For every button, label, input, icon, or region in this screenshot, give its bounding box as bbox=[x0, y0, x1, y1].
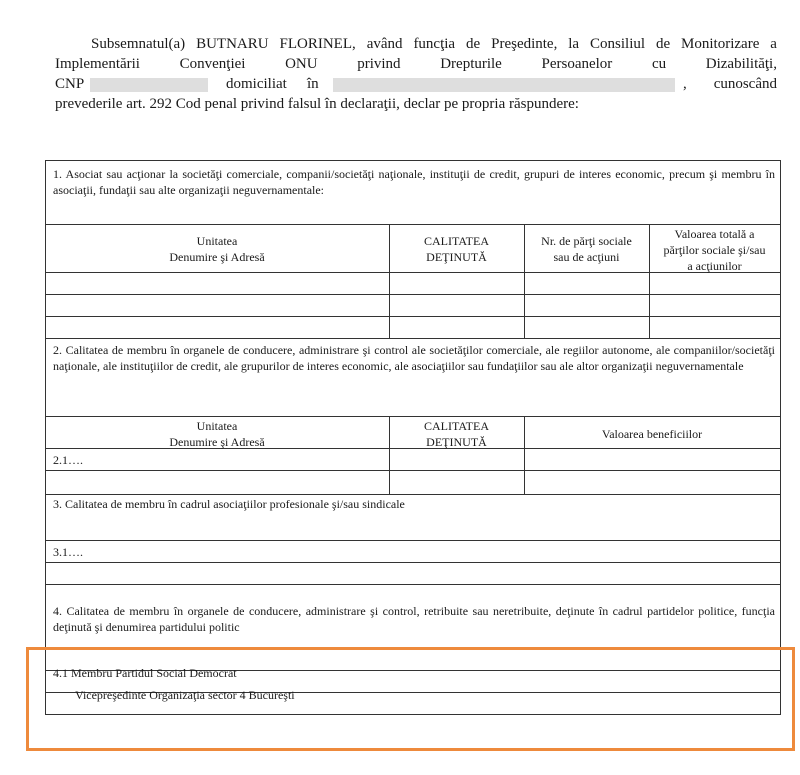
col-header-valoare-totala: Valoarea totală a părţilor sociale şi/sau a acţiunilor bbox=[663, 227, 766, 273]
statement-line-1: Subsemnatul(a) BUTNARU FLORINEL, având funcţia de Preşedinte, la Consiliul de Monitorizare a bbox=[91, 36, 777, 52]
col-header-unitatea: Unitatea Denumire şi Adresă bbox=[169, 419, 265, 449]
row-divider bbox=[45, 584, 781, 585]
col-header-calitatea: CALITATEA DEŢINUTĂ bbox=[423, 419, 490, 449]
col-header-valoare-beneficii: Valoarea beneficiilor bbox=[601, 427, 703, 441]
section-3-heading: 3. Calitatea de membru în cadrul asociaţiilor profesionale şi/sau sindicale bbox=[53, 497, 405, 511]
row-divider bbox=[45, 562, 781, 563]
section-3-row-1: 3.1…. bbox=[53, 545, 83, 559]
section-4-row-2: Vicepreşedinte Organizaţia sector 4 Bucureşti bbox=[75, 688, 295, 702]
row-divider bbox=[45, 224, 781, 225]
row-divider bbox=[45, 294, 781, 295]
section-2-row-1: 2.1…. bbox=[53, 453, 83, 467]
table-top-border bbox=[45, 160, 781, 161]
section-1-heading: 1. Asociat sau acţionar la societăţi comerciale, companii/societăţi naţionale, instituţii de credit, grupuri de interes economic, precum şi membru în asociaţii, fundaţii sau alte organizaţii neguvernamentale: bbox=[53, 167, 775, 197]
row-divider bbox=[45, 316, 781, 317]
row-divider bbox=[45, 540, 781, 541]
statement-line-2: Implementării Convenţiei ONU privind Drepturile Persoanelor cu Dizabilităţi, bbox=[55, 56, 777, 72]
declarant-statement bbox=[55, 34, 777, 114]
row-divider bbox=[45, 494, 781, 495]
highlight-box bbox=[26, 647, 795, 751]
statement-line-3: CNP domiciliat în , cunoscând bbox=[55, 76, 777, 92]
cnp-redaction bbox=[90, 78, 208, 92]
col-header-nr-parti: Nr. de părţi sociale sau de acţiuni bbox=[541, 234, 632, 264]
section-2-heading: 2. Calitatea de membru în organele de conducere, administrare şi control ale societăţilor comerciale, ale regiilor autonome, ale companiilor/societăţi naţionale, ale instituţiilor de credit, ale grupurilor de interes economic, ale asociaţiilor sau fundaţiilor sau ale altor organizaţii neguvernamentale bbox=[53, 343, 775, 373]
row-divider bbox=[45, 416, 781, 417]
section-4-heading: 4. Calitatea de membru în organele de conducere, administrare şi control, retribuite sau neretribuite, deţinute în cadrul partidelor politice, funcţia deţinută şi denumirea partidului politic bbox=[53, 604, 775, 634]
declaration-form-table bbox=[45, 160, 781, 705]
statement-line-4: prevederile art. 292 Cod penal privind falsul în declaraţii, declar pe propria răspundere: bbox=[55, 96, 579, 112]
row-divider bbox=[45, 338, 781, 339]
section-4-row-1: 4.1 Membru Partidul Social Democrat bbox=[53, 666, 237, 680]
address-redaction bbox=[333, 78, 675, 92]
table-right-border bbox=[780, 160, 781, 714]
row-divider bbox=[45, 470, 781, 471]
col-header-calitatea: CALITATEA DEŢINUTĂ bbox=[423, 234, 490, 264]
col-header-unitatea: Unitatea Denumire şi Adresă bbox=[169, 234, 265, 264]
